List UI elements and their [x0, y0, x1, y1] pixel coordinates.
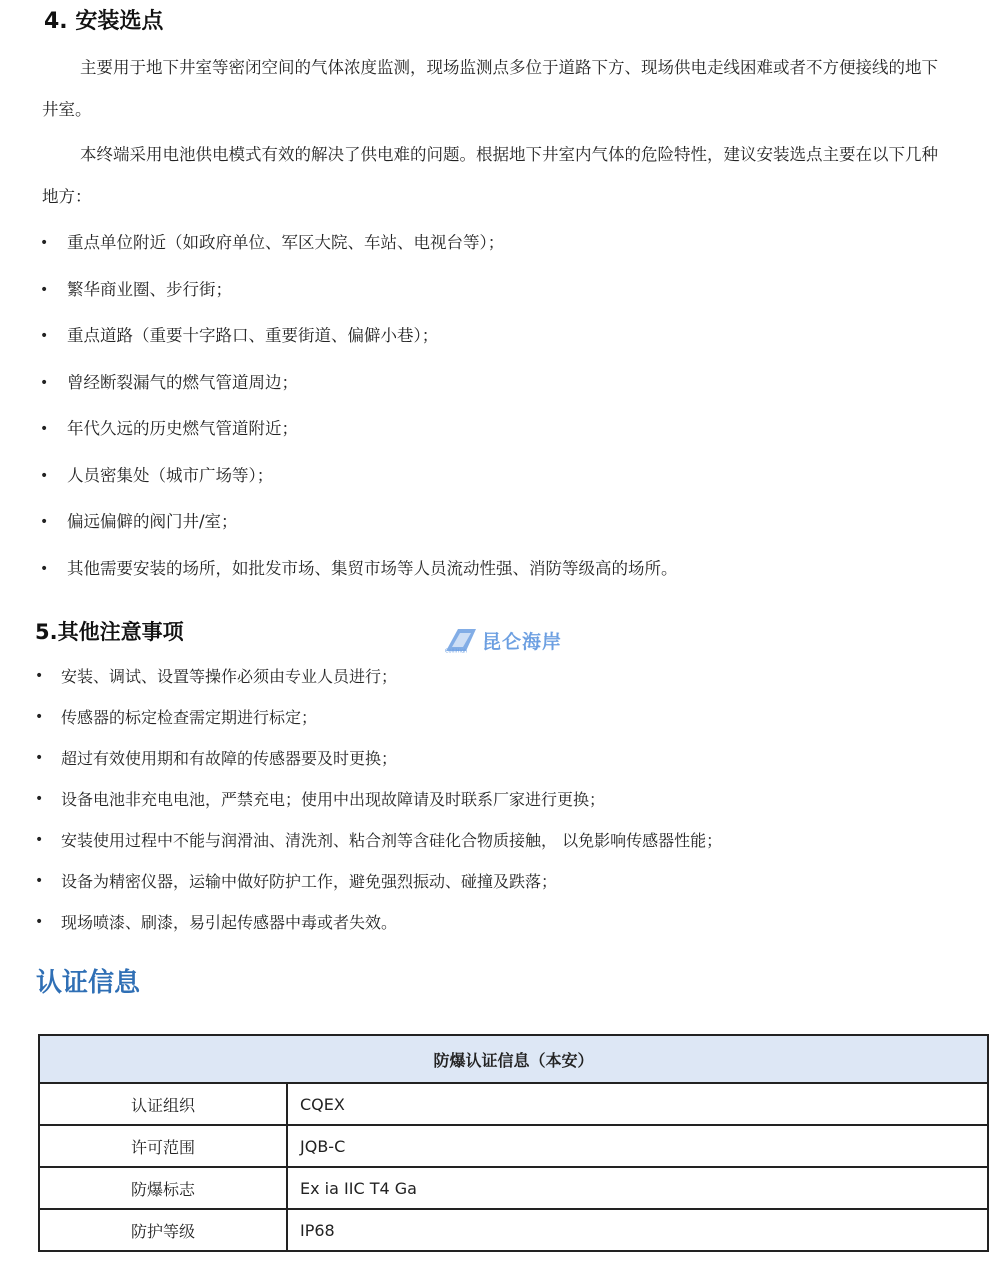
list-item-text: 设备为精密仪器，运输中做好防护工作，避免强烈振动、碰撞及跌落；	[61, 872, 558, 891]
list-item	[35, 656, 965, 697]
bullet-icon: •	[40, 467, 49, 484]
list-item	[40, 222, 960, 269]
list-item-text: 人员密集处（城市广场等）；	[67, 465, 274, 485]
row-label: 防爆标志	[39, 1167, 287, 1209]
logo-mark-icon	[444, 627, 478, 653]
bullet-icon: •	[35, 709, 44, 725]
list-item-text: 安装、调试、设置等操作必须由专业人员进行；	[61, 667, 398, 686]
list-item	[40, 315, 960, 362]
list-item-text: 年代久远的历史燃气管道附近；	[67, 419, 298, 438]
section-4-paragraph-1-text: 主要用于地下井室等密闭空间的气体浓度监测，现场监测点多位于道路下方、现场供电走线困难或者不方便接线的地下井室。	[42, 58, 938, 119]
bullet-icon: •	[35, 873, 44, 889]
row-label: 认证组织	[39, 1083, 287, 1125]
list-item-text: 现场喷漆、刷漆，易引起传感器中毒或者失效。	[61, 913, 398, 932]
certification-heading: 认证信息	[36, 968, 141, 998]
notes-list	[35, 656, 965, 943]
table-row	[39, 1083, 988, 1125]
list-item	[35, 902, 965, 943]
row-value: Ex ia IIC T4 Ga	[287, 1167, 988, 1209]
list-item	[40, 269, 960, 316]
bullet-icon: •	[40, 281, 49, 298]
list-item-text: 超过有效使用期和有故障的传感器要及时更换；	[61, 749, 398, 768]
list-item	[35, 820, 965, 861]
list-item	[35, 738, 965, 779]
table-header-row	[39, 1035, 988, 1083]
table-title: 防爆认证信息（本安）	[39, 1035, 988, 1083]
bullet-icon: •	[35, 750, 44, 766]
row-value: IP68	[287, 1209, 988, 1251]
certification-table	[38, 1034, 989, 1252]
table-row	[39, 1209, 988, 1251]
list-item-text: 其他需要安装的场所，如批发市场、集贸市场等人员流动性强、消防等级高的场所。	[67, 558, 678, 578]
bullet-icon: •	[40, 235, 49, 251]
bullet-icon: •	[40, 328, 49, 344]
section-4-paragraph-2	[42, 134, 952, 218]
list-item-text: 偏远偏僻的阀门井/室；	[67, 512, 238, 531]
bullet-icon: •	[40, 374, 49, 391]
logo-text: 昆仑海岸	[482, 630, 563, 653]
section-4-paragraph-2-text: 本终端采用电池供电模式有效的解决了供电难的问题。根据地下井室内气体的危险特性，建议安装选点主要在以下几种地方：	[42, 145, 938, 206]
list-item	[40, 548, 960, 595]
bullet-icon: •	[40, 514, 49, 530]
section-4-title: 4. 安装选点	[44, 9, 164, 34]
bullet-icon: •	[35, 832, 44, 848]
list-item-text: 重点道路（重要十字路口、重要街道、偏僻小巷）；	[67, 326, 439, 345]
list-item-text: 重点单位附近（如政府单位、军区大院、车站、电视台等）；	[67, 233, 505, 252]
list-item	[40, 408, 960, 455]
list-item	[40, 362, 960, 409]
row-label: 防护等级	[39, 1209, 287, 1251]
install-location-list	[40, 222, 960, 594]
bullet-icon: •	[35, 668, 44, 684]
list-item-text: 传感器的标定检查需定期进行标定；	[61, 708, 318, 727]
list-item	[35, 697, 965, 738]
list-item	[35, 861, 965, 902]
list-item-text: 曾经断裂漏气的燃气管道周边；	[67, 372, 298, 392]
row-label: 许可范围	[39, 1125, 287, 1167]
bullet-icon: •	[35, 914, 44, 930]
company-logo	[444, 626, 562, 654]
list-item	[35, 779, 965, 820]
bullet-icon: •	[40, 421, 49, 437]
list-item-text: 安装使用过程中不能与润滑油、清洗剂、粘合剂等含硅化合物质接触， 以免影响传感器性能；	[61, 831, 723, 850]
row-value: JQB-C	[287, 1125, 988, 1167]
section-4-paragraph-1	[42, 47, 952, 131]
list-item	[40, 455, 960, 502]
list-item-text: 设备电池非充电电池，严禁充电；使用中出现故障请及时联系厂家进行更换；	[61, 790, 606, 809]
list-item	[40, 501, 960, 548]
table-row	[39, 1125, 988, 1167]
row-value: CQEX	[287, 1083, 988, 1125]
section-5-title: 5.其他注意事项	[35, 620, 184, 644]
logo-sub-text: ColliHigh	[445, 648, 468, 653]
bullet-icon: •	[40, 560, 49, 577]
table-row	[39, 1167, 988, 1209]
bullet-icon: •	[35, 791, 44, 807]
list-item-text: 繁华商业圈、步行街；	[67, 279, 232, 299]
